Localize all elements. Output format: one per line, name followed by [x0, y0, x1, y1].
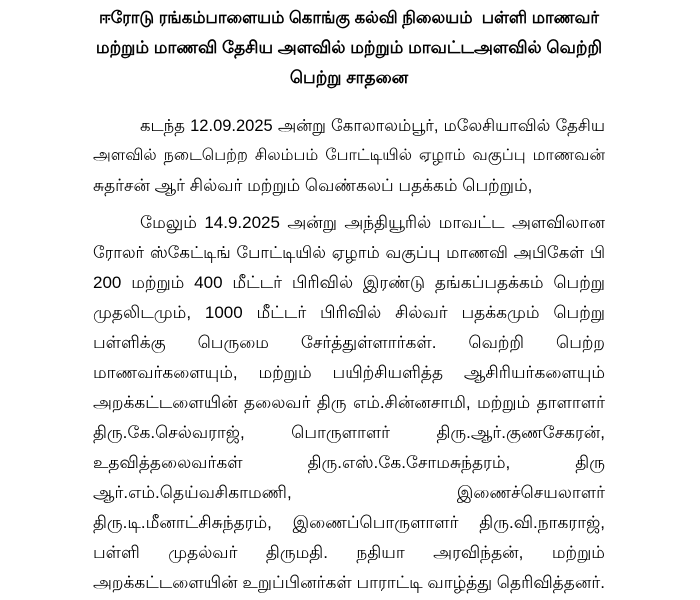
document-title	[93, 3, 605, 93]
paragraph-line: முதலிடமும், 1000 மீட்டர் பிரிவில் சில்வர் பதக்கமும் பெற்று	[93, 303, 605, 322]
paragraph-line: திரு.டி.மீனாட்சிசுந்தரம், இணைப்பொருளாளர் திரு.வி.நாகராஜ்,	[93, 513, 605, 532]
paragraph-line: அறக்கட்டளையின் உறுப்பினர்கள் பாராட்டி வாழ்த்து தெரிவித்தனர்.	[93, 573, 605, 592]
title-line: ஈரோடு ரங்கம்பாளையம் கொங்கு கல்வி நிலையம் பள்ளி மாணவர்	[98, 9, 600, 27]
paragraph-line: மேலும் 14.9.2025 அன்று அந்தியூரில் மாவட்ட அளவிலான	[140, 213, 605, 232]
paragraph-line: 200 மற்றும் 400 மீட்டர் பிரிவில் இரண்டு தங்கப்பதக்கம் பெற்று	[93, 273, 605, 292]
paragraph-line: அறக்கட்டளையின் தலைவர் திரு எம்.சின்னசாமி, மற்றும் தாளாளர்	[93, 393, 605, 412]
paragraph-line: ரோலர் ஸ்கேட்டிங் போட்டியில் ஏழாம் வகுப்பு மாணவி அபிகேள் பி	[93, 244, 605, 262]
paragraph-line: பள்ளிக்கு பெருமை சேர்த்துள்ளார்கள். வெற்றி பெற்ற	[93, 333, 605, 352]
press-release-document	[93, 3, 605, 598]
paragraph-skating-achievement	[93, 208, 605, 598]
paragraph-line: மாணவர்களையும், மற்றும் பயிற்சியளித்த ஆசிரியர்களையும்	[93, 363, 605, 382]
title-line: மற்றும் மாணவி தேசிய அளவில் மற்றும் மாவட்டஅளவில் வெற்றி	[95, 38, 603, 57]
paragraph-silambam-achievement	[93, 111, 605, 201]
paragraph-line: சுதர்சன் ஆர் சில்வர் மற்றும் வெண்கலப் பதக்கம் பெற்றும்,	[93, 176, 533, 195]
paragraph-line: உதவித்தலைவர்கள் திரு.எஸ்.கே.சோமசுந்தரம், திரு	[93, 453, 605, 472]
paragraph-line: கடந்த 12.09.2025 அன்று கோலாலம்பூர், மலேசியாவில் தேசிய	[140, 117, 605, 135]
paragraph-line: அளவில் நடைபெற்ற சிலம்பம் போட்டியில் ஏழாம் வகுப்பு மாணவன்	[93, 147, 605, 164]
paragraph-line: பள்ளி முதல்வர் திருமதி. நதியா அரவிந்தன், மற்றும்	[93, 543, 605, 562]
paragraph-line: ஆர்.எம்.தெய்வசிகாமணி, இணைச்செயலாளர்	[93, 483, 605, 502]
title-line: பெற்று சாதனை	[289, 68, 409, 87]
paragraph-line: திரு.கே.செல்வராஜ், பொருளாளர் திரு.ஆர்.குணசேகரன்,	[93, 423, 605, 442]
